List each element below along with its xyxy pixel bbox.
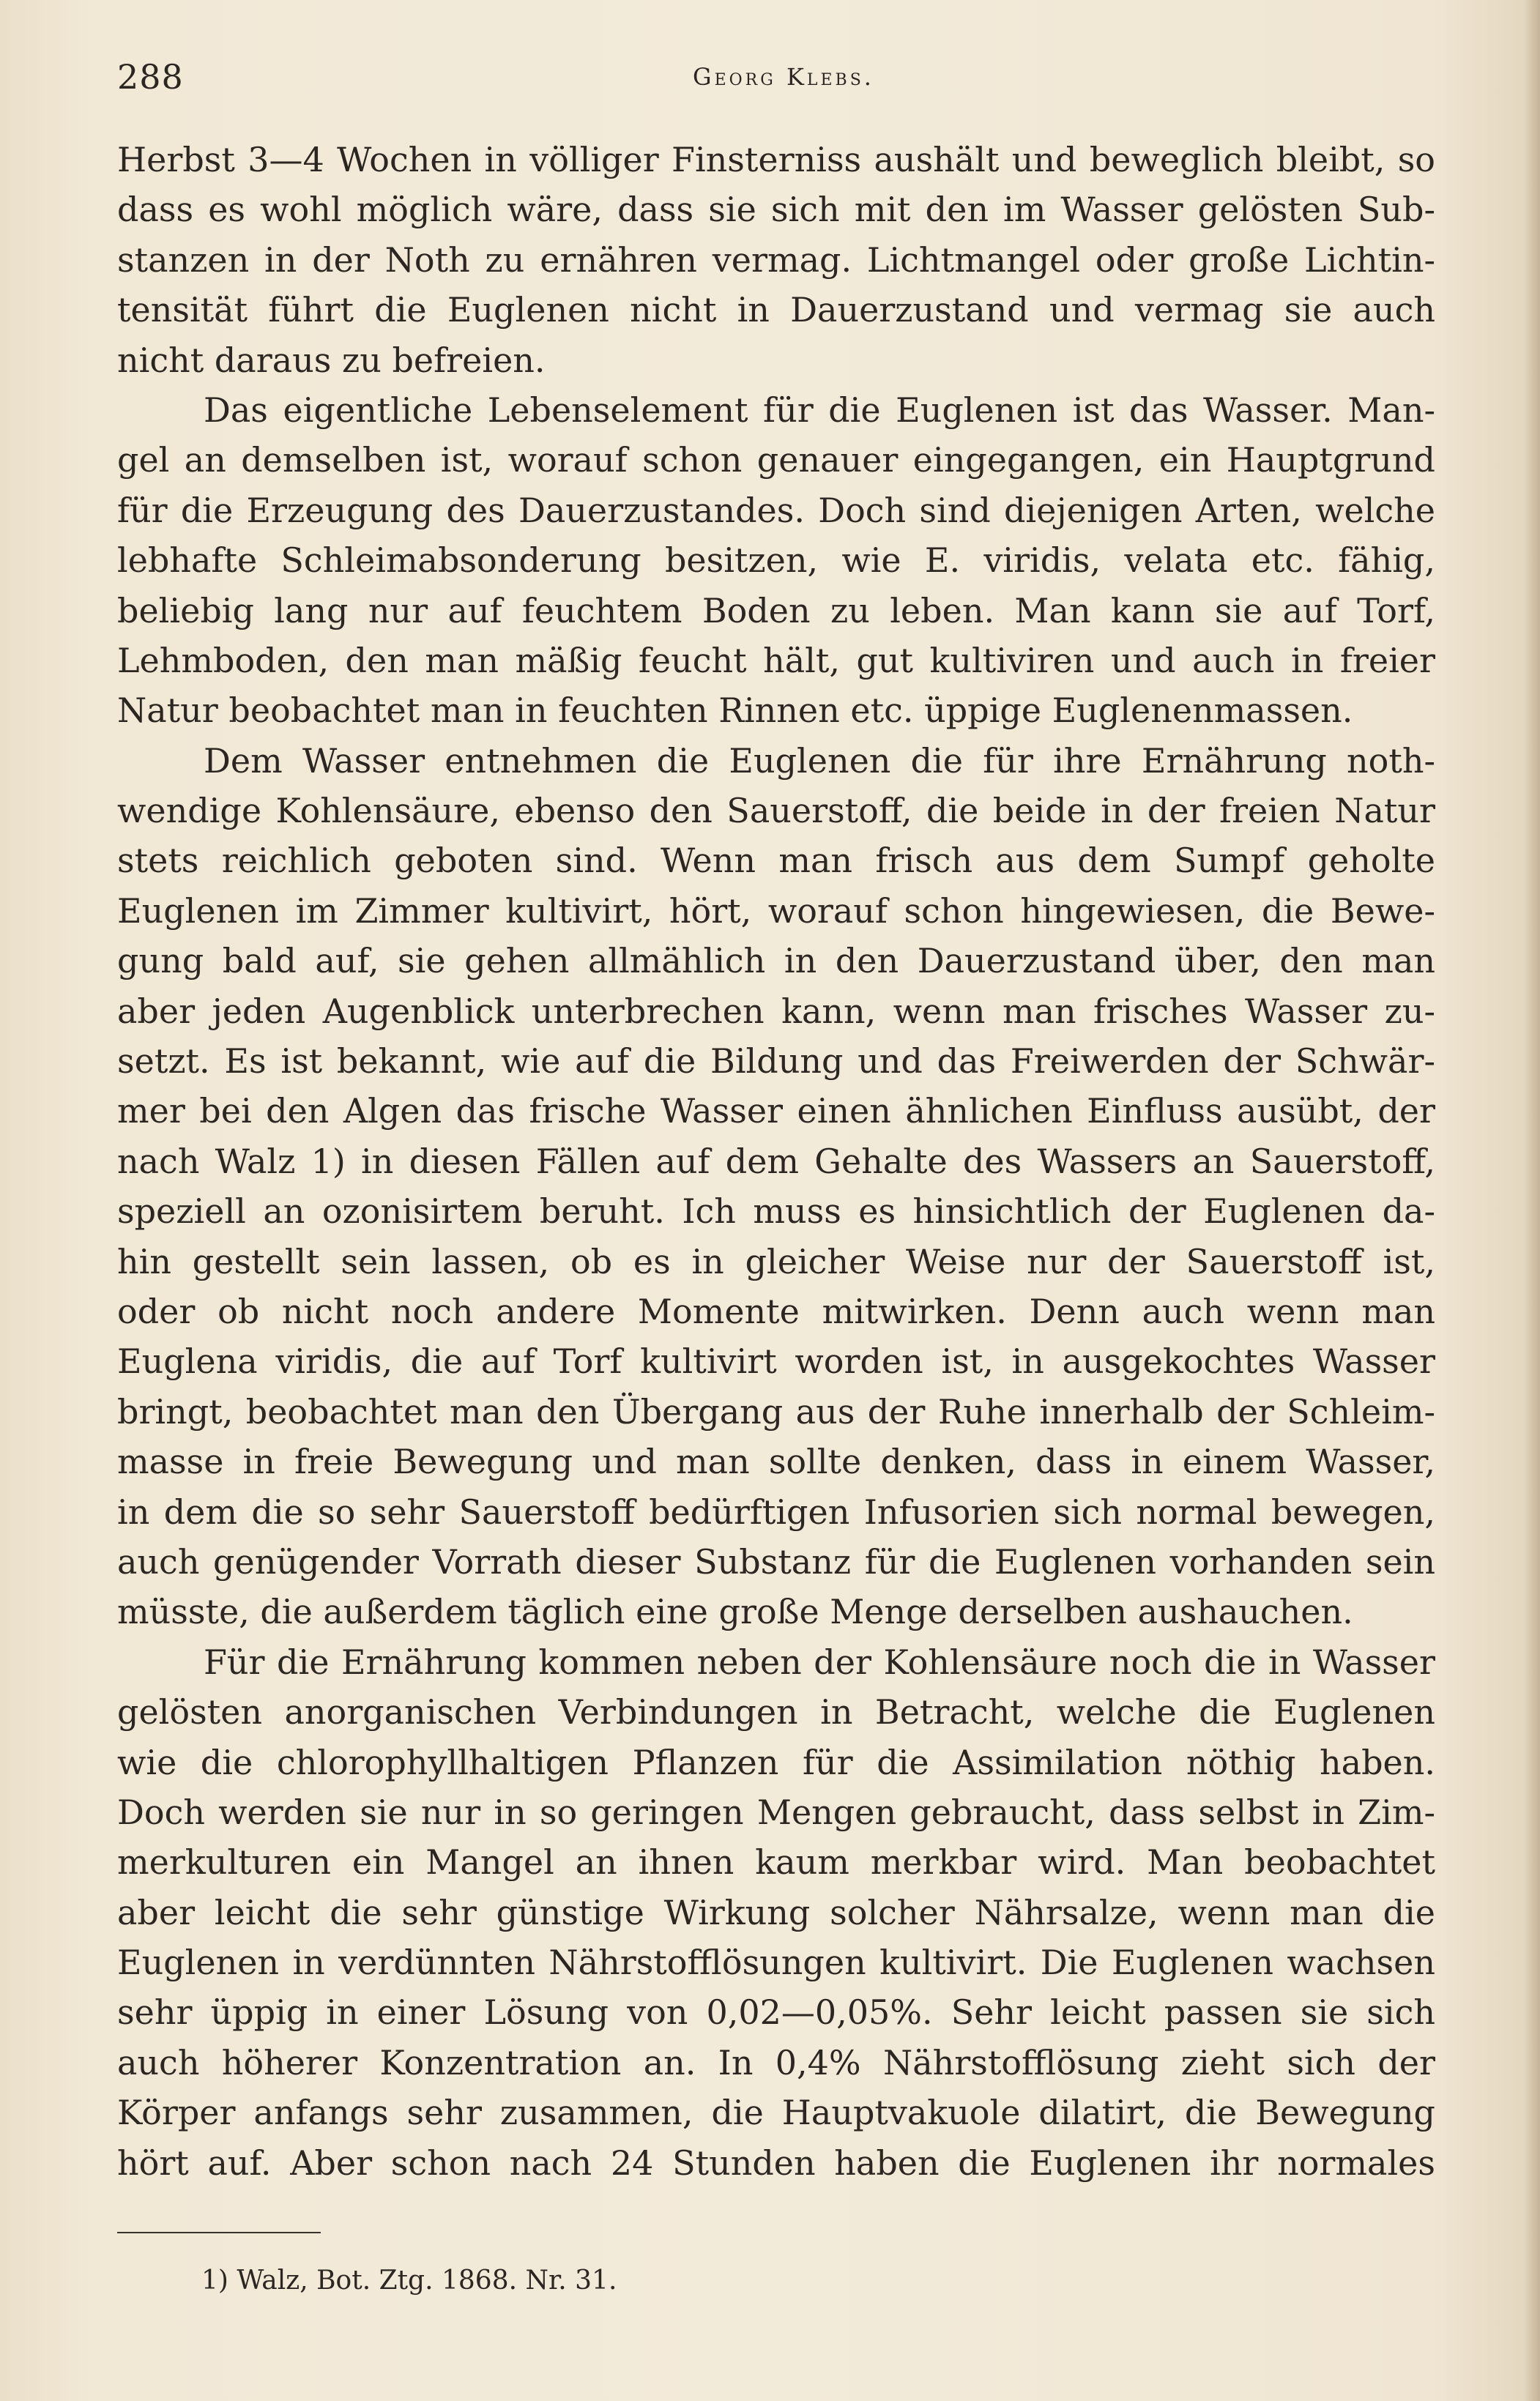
text-line: Herbst 3—4 Wochen in völliger Finsterniss aushält und beweglich bleibt, so — [117, 140, 1435, 179]
text-line: Lehmboden, den man mäßig feucht hält, gut kultiviren und auch in freier — [117, 640, 1435, 680]
text-line: Für die Ernährung kommen neben der Kohlensäure noch die in Wasser — [204, 1642, 1435, 1682]
text-line: gung bald auf, sie gehen allmählich in den Dauerzustand über, den man — [117, 941, 1435, 981]
running-head: Georg Klebs. — [693, 63, 874, 91]
text-line: hin gestellt sein lassen, ob es in gleicher Weise nur der Sauerstoff ist, — [117, 1241, 1435, 1281]
text-line: nicht daraus zu befreien. — [117, 340, 546, 380]
text-line: tensität führt die Euglenen nicht in Dauerzustand und vermag sie auch — [117, 290, 1435, 330]
text-line: Doch werden sie nur in so geringen Mengen gebraucht, dass selbst in Zim- — [117, 1792, 1435, 1832]
text-line: dass es wohl möglich wäre, dass sie sich mit den im Wasser gelösten Sub- — [117, 190, 1435, 230]
text-line: gel an demselben ist, worauf schon genauer eingegangen, ein Hauptgrund — [117, 440, 1435, 480]
text-line: speziell an ozonisirtem beruht. Ich muss es hinsichtlich der Euglenen da- — [117, 1191, 1435, 1232]
text-line: merkulturen ein Mangel an ihnen kaum merkbar wird. Man beobachtet — [117, 1842, 1435, 1883]
text-line: für die Erzeugung des Dauerzustandes. Doch sind diejenigen Arten, welche — [117, 490, 1435, 530]
text-line: bringt, beobachtet man den Übergang aus der Ruhe innerhalb der Schleim- — [117, 1391, 1435, 1432]
page-edge-shadow — [1524, 0, 1540, 2401]
text-line: stanzen in der Noth zu ernähren vermag. Lichtmangel oder große Lichtin- — [117, 239, 1435, 280]
text-line: Euglenen in verdünnten Nährstofflösungen kultivirt. Die Euglenen wachsen — [117, 1943, 1435, 1983]
text-line: in dem die so sehr Sauerstoff bedürftigen Infusorien sich normal bewegen, — [117, 1492, 1435, 1532]
text-line: stets reichlich geboten sind. Wenn man frisch aus dem Sumpf geholte — [117, 841, 1435, 881]
footnote: 1) Walz, Bot. Ztg. 1868. Nr. 31. — [201, 2266, 617, 2296]
body-text — [117, 135, 1435, 2188]
text-line: sehr üppig in einer Lösung von 0,02—0,05%. Sehr leicht passen sie sich — [117, 1992, 1435, 2033]
text-line: Euglenen im Zimmer kultivirt, hört, worauf schon hingewiesen, die Bewe- — [117, 890, 1435, 931]
page-header — [117, 57, 1435, 101]
text-line: Körper anfangs sehr zusammen, die Hauptvakuole dilatirt, die Bewegung — [117, 2093, 1435, 2133]
text-line: masse in freie Bewegung und man sollte denken, dass in einem Wasser, — [117, 1442, 1435, 1482]
text-line: müsste, die außerdem täglich eine große Menge derselben aushauchen. — [117, 1592, 1353, 1632]
text-line: auch höherer Konzentration an. In 0,4% Nährstofflösung zieht sich der — [117, 2042, 1435, 2082]
text-line: gelösten anorganischen Verbindungen in Betracht, welche die Euglenen — [117, 1692, 1435, 1732]
page-number: 288 — [117, 57, 184, 97]
text-line: nach Walz 1) in diesen Fällen auf dem Gehalte des Wassers an Sauerstoff, — [117, 1141, 1435, 1181]
text-line: mer bei den Algen das frische Wasser einen ähnlichen Einfluss ausübt, der — [117, 1091, 1435, 1131]
text-line: wendige Kohlensäure, ebenso den Sauerstoff, die beide in der freien Natur — [117, 791, 1435, 831]
text-line: lebhafte Schleimabsonderung besitzen, wie E. viridis, velata etc. fähig, — [117, 540, 1435, 581]
text-line: wie die chlorophyllhaltigen Pflanzen für die Assimilation nöthig haben. — [117, 1742, 1435, 1782]
text-line: aber jeden Augenblick unterbrechen kann, wenn man frisches Wasser zu- — [117, 991, 1435, 1031]
text-line: oder ob nicht noch andere Momente mitwirken. Denn auch wenn man — [117, 1291, 1435, 1331]
text-line: hört auf. Aber schon nach 24 Stunden haben die Euglenen ihr normales — [117, 2143, 1435, 2183]
text-line: Natur beobachtet man in feuchten Rinnen etc. üppige Euglenenmassen. — [117, 690, 1353, 731]
text-line: setzt. Es ist bekannt, wie auf die Bildung und das Freiwerden der Schwär- — [117, 1041, 1435, 1082]
text-line: auch genügender Vorrath dieser Substanz für die Euglenen vorhanden sein — [117, 1541, 1435, 1582]
footnote-divider — [117, 2232, 321, 2233]
text-line: aber leicht die sehr günstige Wirkung solcher Nährsalze, wenn man die — [117, 1892, 1435, 1932]
text-line: Dem Wasser entnehmen die Euglenen die für ihre Ernährung noth- — [204, 740, 1435, 781]
text-line: Das eigentliche Lebenselement für die Euglenen ist das Wasser. Man- — [204, 390, 1435, 430]
text-line: beliebig lang nur auf feuchtem Boden zu leben. Man kann sie auf Torf, — [117, 590, 1435, 630]
text-line: Euglena viridis, die auf Torf kultivirt worden ist, in ausgekochtes Wasser — [117, 1341, 1435, 1382]
